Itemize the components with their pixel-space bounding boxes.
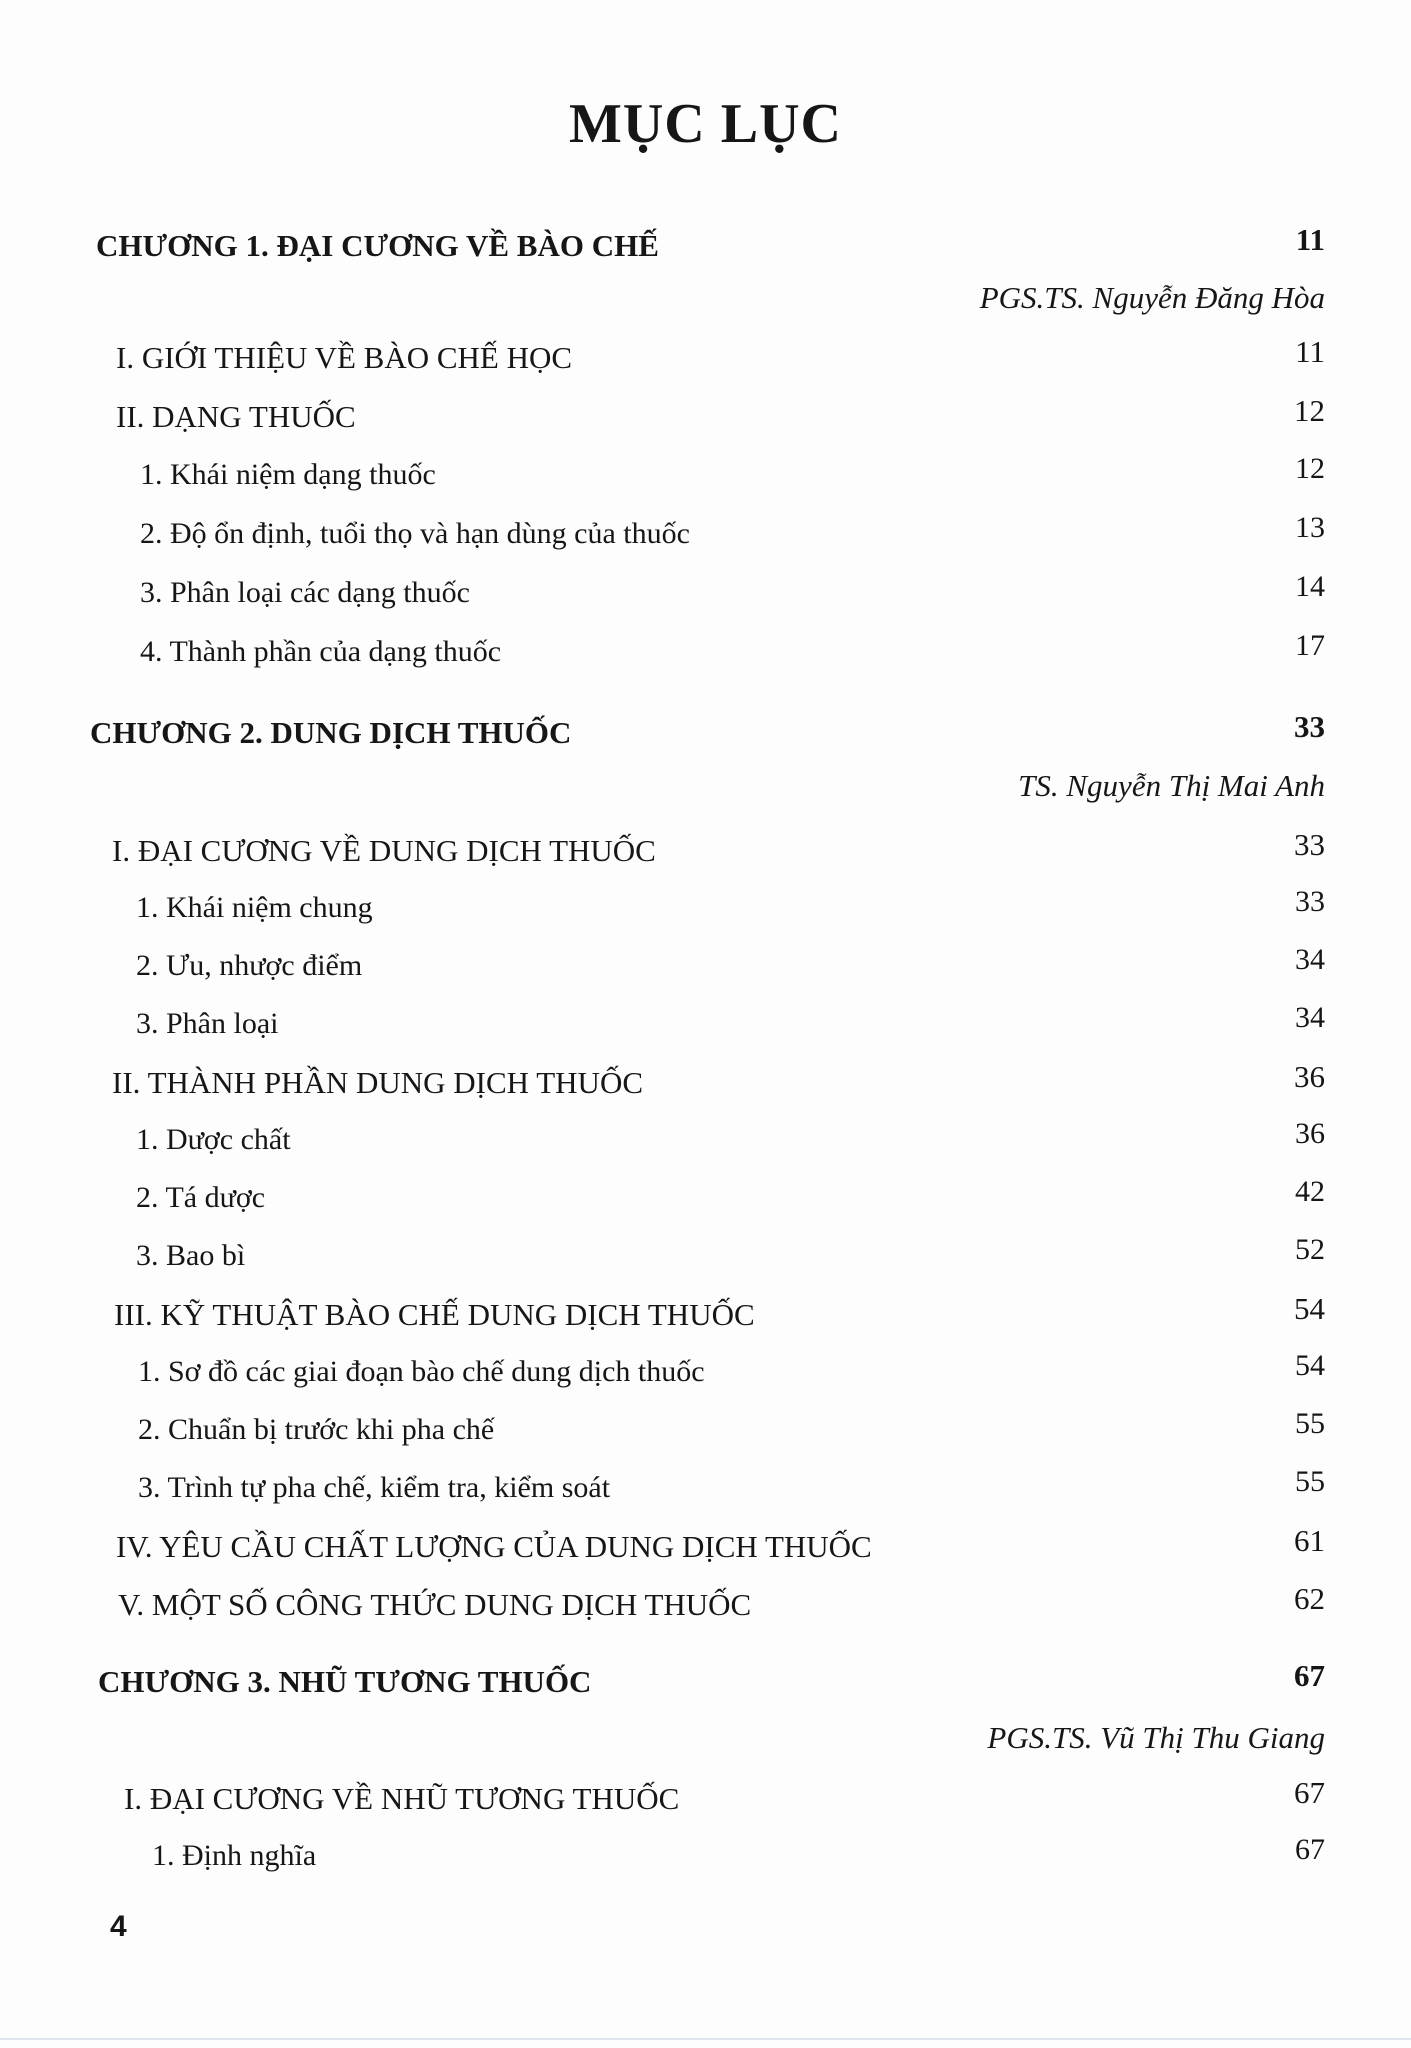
- toc-entry[interactable]: [0, 629, 1411, 685]
- entry-page-number: 36: [1294, 1059, 1325, 1094]
- entry-page-number: 54: [1294, 1291, 1325, 1326]
- toc-entry[interactable]: [0, 1465, 1411, 1521]
- entry-title: IV. YÊU CẦU CHẤT LƯỢNG CỦA DUNG DỊCH THUỐC: [116, 1529, 872, 1564]
- page-edge-divider: [0, 2038, 1411, 2040]
- entry-title: V. MỘT SỐ CÔNG THỨC DUNG DỊCH THUỐC: [118, 1587, 752, 1622]
- entry-title: 2. Ưu, nhược điểm: [136, 949, 363, 982]
- entry-title: 1. Dược chất: [136, 1123, 291, 1156]
- toc-entry[interactable]: [0, 511, 1411, 567]
- toc-entry[interactable]: [0, 1833, 1411, 1889]
- entry-title: 3. Bao bì: [136, 1239, 246, 1272]
- entry-page-number: 33: [1294, 827, 1325, 862]
- entry-page-number: 67: [1295, 1833, 1325, 1866]
- toc-entry[interactable]: [0, 570, 1411, 626]
- toc-entry[interactable]: [0, 943, 1411, 999]
- toc-entry[interactable]: [0, 1059, 1411, 1115]
- toc-entry[interactable]: [0, 1291, 1411, 1347]
- entry-title: 3. Trình tự pha chế, kiểm tra, kiểm soát: [138, 1471, 611, 1504]
- entry-page-number: 55: [1295, 1407, 1325, 1440]
- chapter-title: CHƯƠNG 3. NHŨ TƯƠNG THUỐC: [98, 1664, 592, 1699]
- toc-entry[interactable]: [0, 334, 1411, 390]
- toc-entry[interactable]: [0, 885, 1411, 941]
- page-title: MỤC LỤC: [569, 93, 842, 155]
- entry-page-number: 67: [1294, 1775, 1325, 1810]
- entry-title: III. KỸ THUẬT BÀO CHẾ DUNG DỊCH THUỐC: [114, 1297, 755, 1332]
- entry-title: 4. Thành phần của dạng thuốc: [140, 635, 502, 668]
- entry-title: 1. Sơ đồ các giai đoạn bào chế dung dịch thuốc: [138, 1355, 705, 1388]
- toc-entry[interactable]: [0, 827, 1411, 883]
- entry-title: 1. Khái niệm chung: [136, 891, 373, 924]
- chapter-1-author: PGS.TS. Nguyễn Đăng Hòa: [979, 280, 1325, 315]
- page-number: 4: [110, 1910, 127, 1943]
- chapter-2-author: TS. Nguyễn Thị Mai Anh: [1018, 768, 1325, 803]
- entry-page-number: 54: [1295, 1349, 1325, 1382]
- toc-entry[interactable]: [0, 1349, 1411, 1405]
- chapter-3-author: PGS.TS. Vũ Thị Thu Giang: [987, 1720, 1325, 1755]
- toc-chapter-3[interactable]: [0, 1658, 1411, 1714]
- entry-page-number: 34: [1295, 943, 1325, 976]
- toc-chapter-2[interactable]: [0, 709, 1411, 765]
- entry-title: I. ĐẠI CƯƠNG VỀ NHŨ TƯƠNG THUỐC: [124, 1781, 680, 1816]
- entry-title: II. DẠNG THUỐC: [116, 399, 356, 434]
- entry-title: 1. Định nghĩa: [152, 1839, 317, 1872]
- entry-title: 2. Chuẩn bị trước khi pha chế: [138, 1413, 495, 1446]
- entry-page-number: 62: [1294, 1581, 1325, 1616]
- toc-entry[interactable]: [0, 1001, 1411, 1057]
- toc-entry[interactable]: [0, 1407, 1411, 1463]
- entry-page-number: 12: [1295, 452, 1325, 485]
- entry-page-number: 33: [1295, 885, 1325, 918]
- toc-entry[interactable]: [0, 1775, 1411, 1831]
- entry-title: 3. Phân loại: [136, 1007, 279, 1040]
- chapter-page-number: 33: [1294, 709, 1325, 744]
- toc-entry[interactable]: [0, 1117, 1411, 1173]
- entry-page-number: 17: [1295, 629, 1325, 662]
- toc-entry[interactable]: [0, 1581, 1411, 1637]
- entry-title: 2. Tá dược: [136, 1181, 266, 1214]
- toc-entry[interactable]: [0, 452, 1411, 508]
- entry-title: I. GIỚI THIỆU VỀ BÀO CHẾ HỌC: [116, 340, 573, 375]
- chapter-page-number: 11: [1295, 222, 1325, 257]
- entry-page-number: 52: [1295, 1233, 1325, 1266]
- chapter-page-number: 67: [1294, 1658, 1325, 1693]
- entry-page-number: 42: [1295, 1175, 1325, 1208]
- toc-entry[interactable]: [0, 1233, 1411, 1289]
- entry-page-number: 61: [1294, 1523, 1325, 1558]
- entry-page-number: 14: [1295, 570, 1325, 603]
- entry-page-number: 55: [1295, 1465, 1325, 1498]
- entry-title: 2. Độ ổn định, tuổi thọ và hạn dùng của thuốc: [140, 517, 690, 550]
- toc-entry[interactable]: [0, 1175, 1411, 1231]
- entry-title: I. ĐẠI CƯƠNG VỀ DUNG DỊCH THUỐC: [112, 833, 656, 868]
- toc-entry[interactable]: [0, 1523, 1411, 1579]
- entry-page-number: 11: [1295, 334, 1325, 369]
- entry-title: 1. Khái niệm dạng thuốc: [140, 458, 436, 491]
- entry-page-number: 12: [1294, 393, 1325, 428]
- entry-page-number: 36: [1295, 1117, 1325, 1150]
- chapter-title: CHƯƠNG 2. DUNG DỊCH THUỐC: [90, 715, 572, 750]
- entry-title: 3. Phân loại các dạng thuốc: [140, 576, 470, 609]
- entry-page-number: 34: [1295, 1001, 1325, 1034]
- entry-page-number: 13: [1295, 511, 1325, 544]
- entry-title: II. THÀNH PHẦN DUNG DỊCH THUỐC: [112, 1065, 644, 1100]
- toc-chapter-1[interactable]: [0, 222, 1411, 278]
- chapter-title: CHƯƠNG 1. ĐẠI CƯƠNG VỀ BÀO CHẾ: [96, 228, 659, 263]
- toc-entry[interactable]: [0, 393, 1411, 449]
